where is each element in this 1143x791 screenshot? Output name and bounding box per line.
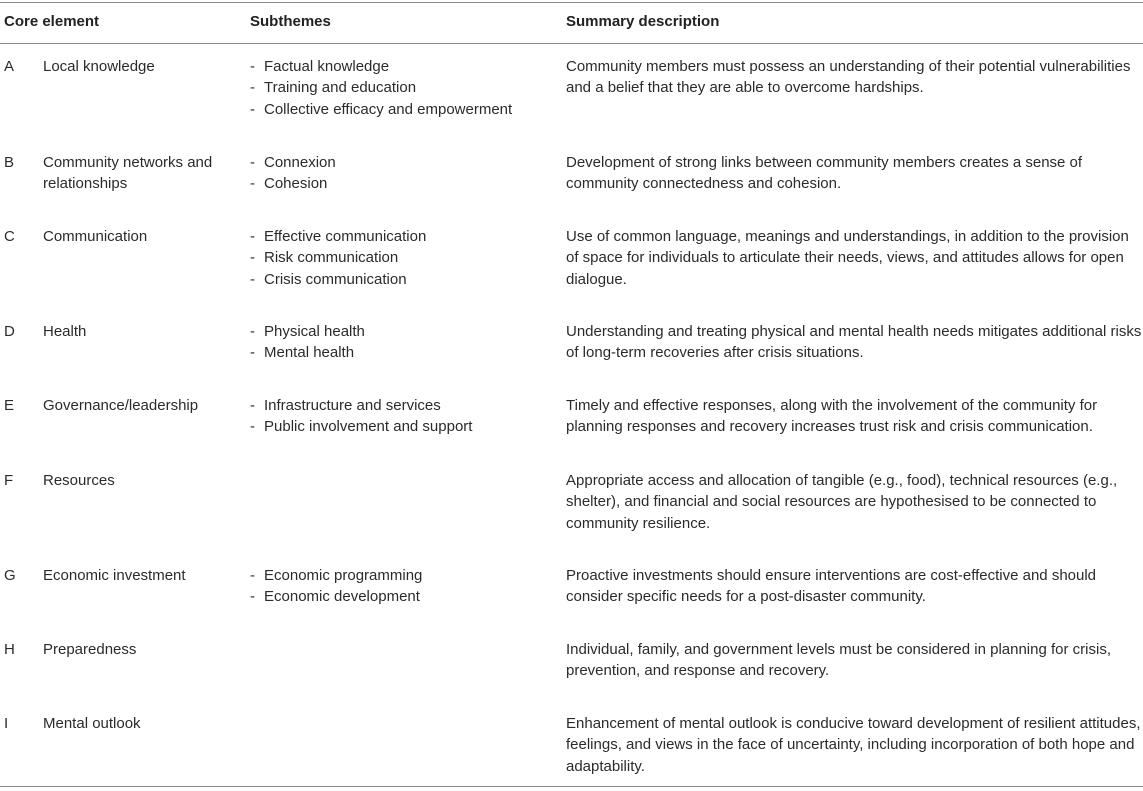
summary-description: Proactive investments should ensure interventions are cost-effective and should consider specific needs for a post-disaster community. xyxy=(566,567,1097,606)
core-element: Governance/leadership xyxy=(43,397,199,414)
core-element: Health xyxy=(43,323,87,340)
subtheme-item: - Risk communication xyxy=(250,247,550,268)
subthemes-list xyxy=(250,152,550,195)
row-letter: D xyxy=(4,323,15,340)
summary-description: Appropriate access and allocation of tangible (e.g., food), technical resources (e.g., shelter), and financial and social resources are hypothesised to be connected to community resilience. xyxy=(566,472,1118,532)
core-element: Mental outlook xyxy=(43,715,141,732)
core-element: Resources xyxy=(43,472,115,489)
subthemes-list xyxy=(250,56,550,120)
summary-description: Understanding and treating physical and mental health needs mitigates additional risks of long-term recoveries after crisis situations. xyxy=(566,323,1142,362)
row-letter: F xyxy=(4,472,14,489)
subtheme-item: - Physical health xyxy=(250,321,550,342)
table-bottom-rule xyxy=(0,786,1143,787)
subthemes-list xyxy=(250,565,550,608)
subtheme-item: - Effective communication xyxy=(250,226,550,247)
subtheme-item: - Collective efficacy and empowerment xyxy=(250,99,550,120)
row-letter: I xyxy=(4,715,9,732)
subtheme-item: - Mental health xyxy=(250,342,550,363)
summary-description: Use of common language, meanings and understandings, in addition to the provision of space for individuals to articulate their needs, views, and attitudes allows for open dialogue. xyxy=(566,228,1129,288)
row-letter: E xyxy=(4,397,15,414)
subthemes-list xyxy=(250,395,550,438)
core-element: Communication xyxy=(43,228,148,245)
summary-description: Individual, family, and government levels must be considered in planning for crisis, prevention, and response and recovery. xyxy=(566,641,1111,680)
header-core-element: Core element xyxy=(4,13,100,30)
table-top-rule xyxy=(0,2,1143,3)
core-element: Local knowledge xyxy=(43,58,155,75)
core-element: Community networks and relationships xyxy=(43,154,213,193)
core-element: Economic investment xyxy=(43,567,186,584)
subtheme-item: - Economic development xyxy=(250,586,550,607)
table-header-rule xyxy=(0,43,1143,44)
summary-description: Timely and effective responses, along with the involvement of the community for planning responses and recovery increases trust risk and crisis communication. xyxy=(566,397,1098,436)
subtheme-item: - Factual knowledge xyxy=(250,56,550,77)
subtheme-item: - Public involvement and support xyxy=(250,416,550,437)
row-letter: C xyxy=(4,228,15,245)
summary-description: Enhancement of mental outlook is conducive toward development of resilient attitudes, feelings, and views in the face of uncertainty, including incorporation of both hope and adaptability. xyxy=(566,715,1141,775)
row-letter: A xyxy=(4,58,15,75)
summary-description: Community members must possess an understanding of their potential vulnerabilities and a belief that they are able to overcome hardships. xyxy=(566,58,1131,97)
subtheme-item: - Economic programming xyxy=(250,565,550,586)
subtheme-item: - Crisis communication xyxy=(250,269,550,290)
subtheme-item: - Cohesion xyxy=(250,173,550,194)
subthemes-list xyxy=(250,321,550,364)
subtheme-item: - Training and education xyxy=(250,77,550,98)
row-letter: B xyxy=(4,154,15,171)
summary-description: Development of strong links between community members creates a sense of community connectedness and cohesion. xyxy=(566,154,1083,193)
subthemes-list xyxy=(250,226,550,290)
row-letter: H xyxy=(4,641,15,658)
core-element: Preparedness xyxy=(43,641,137,658)
subtheme-item: - Infrastructure and services xyxy=(250,395,550,416)
header-subthemes: Subthemes xyxy=(250,13,331,30)
header-summary-description: Summary description xyxy=(566,13,720,30)
row-letter: G xyxy=(4,567,16,584)
subtheme-item: - Connexion xyxy=(250,152,550,173)
